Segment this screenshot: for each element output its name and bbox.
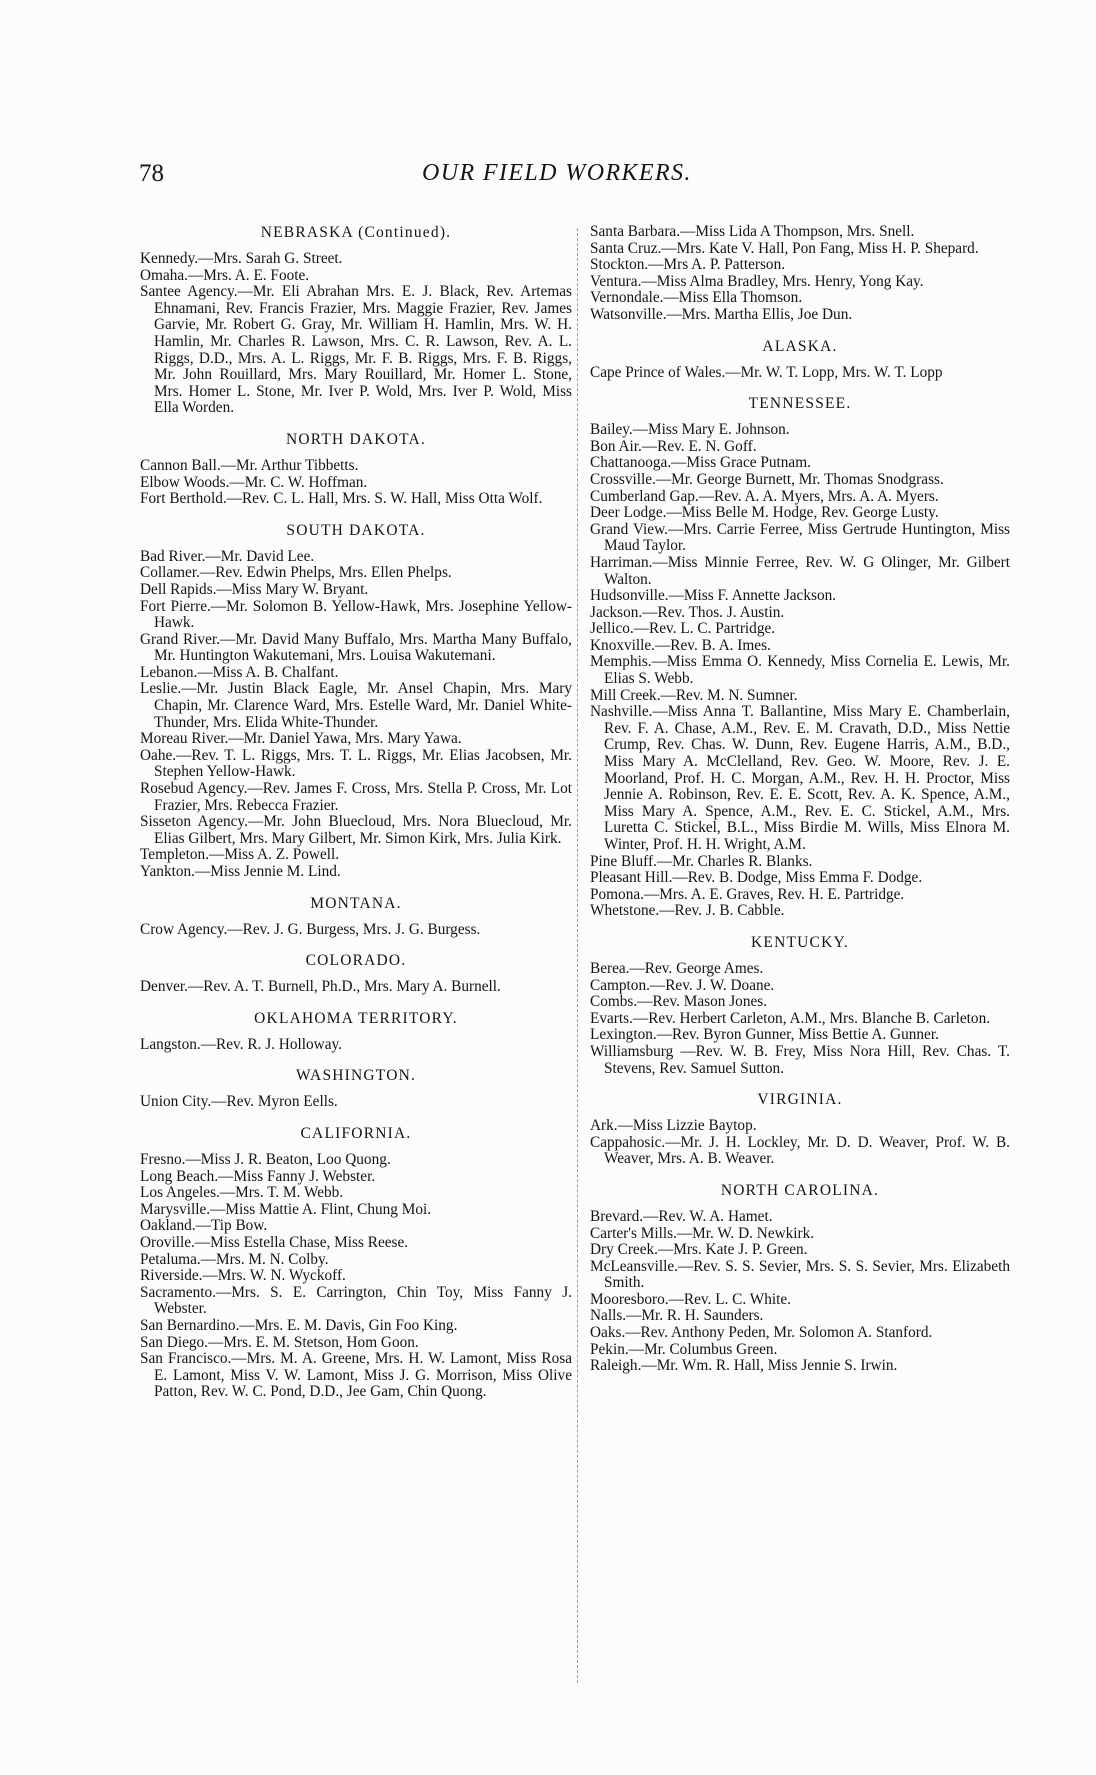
section-tennessee	[590, 395, 1010, 920]
section-montana	[140, 895, 572, 939]
entry: Los Angeles.—Mrs. T. M. Webb.	[140, 1184, 344, 1202]
section-washington	[140, 1067, 572, 1111]
entry: Fort Berthold.—Rev. C. L. Hall, Mrs. S. W. Hall, Miss Otta Wolf.	[140, 490, 543, 508]
entry-list	[140, 922, 572, 939]
section-heading: COLORADO.	[305, 952, 407, 970]
entry: Bon Air.—Rev. E. N. Goff.	[590, 437, 757, 455]
entry: Brevard.—Rev. W. A. Hamet.	[590, 1207, 773, 1225]
entry-list	[140, 251, 572, 417]
entry-list	[140, 1152, 572, 1401]
entry: Leslie.—Mr. Justin Black Eagle, Mr. Ansel Chapin, Mrs. Mary Chapin, Mr. Clarence Ward, Mrs. Estelle Ward, Mr. Daniel White-Thunder, Mrs. Elida White-Thunder.	[140, 680, 572, 731]
entry: Oahe.—Rev. T. L. Riggs, Mrs. T. L. Riggs, Mr. Elias Jacobsen, Mr. Stephen Yellow-Hawk.	[140, 746, 572, 781]
entry: Elbow Woods.—Mr. C. W. Hoffman.	[140, 473, 368, 491]
entry: Mooresboro.—Rev. L. C. White.	[590, 1290, 791, 1308]
section-south-dakota	[140, 522, 572, 881]
section-heading: NORTH DAKOTA.	[285, 430, 426, 448]
entry: Marysville.—Miss Mattie A. Flint, Chung Moi.	[140, 1200, 432, 1218]
entry: Bailey.—Miss Mary E. Johnson.	[590, 421, 790, 439]
entry: Pleasant Hill.—Rev. B. Dodge, Miss Emma F. Dodge.	[590, 869, 923, 887]
entry: San Bernardino.—Mrs. E. M. Davis, Gin Foo King.	[140, 1316, 458, 1334]
entry: Collamer.—Rev. Edwin Phelps, Mrs. Ellen Phelps.	[140, 564, 452, 582]
section-heading: CALIFORNIA.	[300, 1124, 412, 1142]
entry-list	[140, 458, 572, 508]
entry: Rosebud Agency.—Rev. James F. Cross, Mrs. Stella P. Cross, Mr. Lot Frazier, Mrs. Rebecca Frazier.	[140, 780, 572, 814]
section-california	[140, 1125, 572, 1401]
right-column	[590, 224, 1010, 1389]
entry: Bad River.—Mr. David Lee.	[140, 547, 315, 565]
entry: Cannon Ball.—Mr. Arthur Tibbetts.	[140, 456, 359, 474]
entry: Cumberland Gap.—Rev. A. A. Myers, Mrs. A. A. Myers.	[590, 487, 939, 505]
section-virginia	[590, 1091, 1010, 1168]
entry-list	[590, 224, 1010, 324]
section-heading: KENTUCKY.	[751, 933, 849, 951]
entry: Langston.—Rev. R. J. Holloway.	[140, 1035, 342, 1053]
section-alaska	[590, 338, 1010, 382]
entry-list	[140, 1094, 572, 1111]
entry: Jackson.—Rev. Thos. J. Austin.	[590, 603, 785, 621]
entry-list	[140, 979, 572, 996]
entry: Templeton.—Miss A. Z. Powell.	[140, 846, 340, 864]
page-number: 78	[139, 160, 164, 187]
section-oklahoma-territory	[140, 1010, 572, 1054]
section-heading: TENNESSEE.	[748, 395, 852, 413]
entry: Evarts.—Rev. Herbert Carleton, A.M., Mrs. Blanche B. Carleton.	[590, 1009, 991, 1027]
entry: Berea.—Rev. George Ames.	[590, 959, 764, 977]
entry: Dry Creek.—Mrs. Kate J. P. Green.	[590, 1241, 808, 1259]
section-heading: NEBRASKA (Continued).	[260, 224, 452, 241]
entry-list	[590, 1118, 1010, 1168]
entry: Grand View.—Mrs. Carrie Ferree, Miss Gertrude Huntington, Miss Maud Taylor.	[590, 520, 1010, 555]
section-heading: VIRGINIA.	[757, 1091, 843, 1109]
entry: Hudsonville.—Miss F. Annette Jackson.	[590, 587, 837, 605]
entry-list	[590, 422, 1010, 920]
entry: Pomona.—Mrs. A. E. Graves, Rev. H. E. Partridge.	[590, 885, 905, 903]
entry: San Diego.—Mrs. E. M. Stetson, Hom Goon.	[140, 1333, 419, 1351]
entry: Harriman.—Miss Minnie Ferree, Rev. W. G Olinger, Mr. Gilbert Walton.	[590, 553, 1010, 588]
entry: Chattanooga.—Miss Grace Putnam.	[590, 454, 811, 472]
entry: Fort Pierre.—Mr. Solomon B. Yellow-Hawk, Mrs. Josephine Yellow-Hawk.	[140, 597, 572, 632]
entry: Santa Barbara.—Miss Lida A Thompson, Mrs. Snell.	[590, 223, 915, 240]
entry: Sisseton Agency.—Mr. John Bluecloud, Mrs. Nora Bluecloud, Mr. Elias Gilbert, Mrs. Mary Gilbert, Mr. Simon Kirk, Mrs. Julia Kirk.	[140, 813, 572, 847]
entry: Oaks.—Rev. Anthony Peden, Mr. Solomon A. Stanford.	[590, 1324, 933, 1342]
entry: Grand River.—Mr. David Many Buffalo, Mrs. Martha Many Buffalo, Mr. Huntington Wakutemani, Mrs. Louisa Wakutemani.	[140, 630, 572, 665]
entry: Carter's Mills.—Mr. W. D. Newkirk.	[590, 1224, 815, 1242]
entry: Yankton.—Miss Jennie M. Lind.	[140, 863, 341, 880]
section-heading: OKLAHOMA TERRITORY.	[254, 1009, 458, 1027]
running-title: OUR FIELD WORKERS.	[422, 160, 692, 186]
section-colorado	[140, 952, 572, 996]
section-north-dakota	[140, 431, 572, 508]
section-heading: ALASKA.	[762, 337, 838, 355]
entry: Combs.—Rev. Mason Jones.	[590, 993, 768, 1011]
entry-list	[140, 1037, 572, 1054]
entry: Long Beach.—Miss Fanny J. Webster.	[140, 1167, 376, 1185]
entry: Crossville.—Mr. George Burnett, Mr. Thomas Snodgrass.	[590, 470, 944, 488]
entry: Union City.—Rev. Myron Eells.	[140, 1093, 338, 1111]
entry: Deer Lodge.—Miss Belle M. Hodge, Rev. George Lusty.	[590, 504, 939, 522]
entry: Vernondale.—Miss Ella Thomson.	[590, 289, 803, 307]
section-heading: NORTH CAROLINA.	[720, 1181, 880, 1199]
section-kentucky	[590, 934, 1010, 1077]
entry: Ark.—Miss Lizzie Baytop.	[590, 1117, 757, 1135]
entry: Campton.—Rev. J. W. Doane.	[590, 976, 775, 994]
entry: Oroville.—Miss Estella Chase, Miss Reese.	[140, 1233, 409, 1251]
entry: Kennedy.—Mrs. Sarah G. Street.	[140, 250, 343, 267]
entry: Pekin.—Mr. Columbus Green.	[590, 1340, 778, 1358]
entry: Watsonville.—Mrs. Martha Ellis, Joe Dun.	[590, 305, 853, 323]
entry: Raleigh.—Mr. Wm. R. Hall, Miss Jennie S. Irwin.	[590, 1357, 898, 1375]
entry: Nalls.—Mr. R. H. Saunders.	[590, 1307, 764, 1325]
entry: Nashville.—Miss Anna T. Ballantine, Miss Mary E. Chamberlain, Rev. F. A. Chase, A.M., Rev. E. M. Cravath, D.D., Miss Nettie Crump, Rev. Chas. W. Dunn, Rev. Eugene Harris, A.M., B.D., Miss Mary A. McClelland, Rev. Geo. W. Moore, Rev. J. E. Moorland, Prof. H. C. Morgan, A.M., Rev. H. H. Proctor, Miss Jennie A. Robinson, Rev. E. E. Scott, Rev. A. K. Spence, A.M., Miss Mary A. Spence, A.M., Rev. E. C. Stickel, A.M., Mrs. Luretta C. Stickel, B.L., Miss Birdie M. Wills, Miss Elnora M. Winter, Prof. H. H. Wright, A.M.	[590, 703, 1010, 853]
entry: Petaluma.—Mrs. M. N. Colby.	[140, 1250, 329, 1268]
section-heading: MONTANA.	[310, 894, 402, 912]
entry: Fresno.—Miss J. R. Beaton, Loo Quong.	[140, 1150, 391, 1168]
entry: Dell Rapids.—Miss Mary W. Bryant.	[140, 580, 369, 598]
entry: Omaha.—Mrs. A. E. Foote.	[140, 266, 310, 284]
entry: San Francisco.—Mrs. M. A. Greene, Mrs. H. W. Lamont, Miss Rosa E. Lamont, Miss V. W. Lamont, Miss J. G. Morrison, Miss Olive Patton, Rev. W. C. Pond, D.D., Jee Gam, Chin Quong.	[140, 1350, 572, 1401]
entry: Santee Agency.—Mr. Eli Abrahan Mrs. E. J. Black, Rev. Artemas Ehnamani, Rev. Francis Frazier, Mrs. Maggie Frazier, Rev. James Garvie, Mr. Robert G. Gray, Mr. William H. Hamlin, Mrs. W. H. Hamlin, Mr. Charles R. Lawson, Mrs. C. R. Lawson, Rev. A. L. Riggs, D.D., Mrs. A. L. Riggs, Mr. F. B. Riggs, Mrs. F. B. Riggs, Mr. John Rouillard, Mrs. Mary Rouillard, Mr. Homer L. Stone, Mrs. Homer L. Stone, Mr. Iver P. Wold, Mrs. Iver P. Wold, Miss Ella Worden.	[140, 283, 572, 417]
section-continued	[590, 224, 1010, 324]
entry: Ventura.—Miss Alma Bradley, Mrs. Henry, Yong Kay.	[590, 272, 924, 290]
entry-list	[590, 961, 1010, 1077]
entry-list	[590, 1209, 1010, 1375]
section-heading: WASHINGTON.	[295, 1067, 417, 1085]
entry: Oakland.—Tip Bow.	[140, 1217, 268, 1235]
entry: Denver.—Rev. A. T. Burnell, Ph.D., Mrs. Mary A. Burnell.	[140, 978, 501, 996]
entry: Santa Cruz.—Mrs. Kate V. Hall, Pon Fang, Miss H. P. Shepard.	[590, 239, 979, 257]
entry: Crow Agency.—Rev. J. G. Burgess, Mrs. J. G. Burgess.	[140, 920, 481, 938]
entry: Cape Prince of Wales.—Mr. W. T. Lopp, Mrs. W. T. Lopp	[590, 363, 943, 381]
entry: Stockton.—Mrs A. P. Patterson.	[590, 256, 786, 274]
entry: Knoxville.—Rev. B. A. Imes.	[590, 636, 771, 654]
page-header	[0, 160, 1096, 196]
left-column	[140, 224, 572, 1415]
entry: McLeansville.—Rev. S. S. Sevier, Mrs. S. S. Sevier, Mrs. Elizabeth Smith.	[590, 1257, 1010, 1292]
entry: Sacramento.—Mrs. S. E. Carrington, Chin Toy, Miss Fanny J. Webster.	[140, 1283, 572, 1318]
entry: Riverside.—Mrs. W. N. Wyckoff.	[140, 1267, 346, 1285]
entry: Lebanon.—Miss A. B. Chalfant.	[140, 663, 339, 681]
entry-list	[140, 549, 572, 881]
entry: Moreau River.—Mr. Daniel Yawa, Mrs. Mary Yawa.	[140, 730, 462, 748]
entry: Lexington.—Rev. Byron Gunner, Miss Bettie A. Gunner.	[590, 1026, 939, 1044]
entry: Jellico.—Rev. L. C. Partridge.	[590, 620, 776, 638]
entry: Pine Bluff.—Mr. Charles R. Blanks.	[590, 852, 813, 870]
entry: Cappahosic.—Mr. J. H. Lockley, Mr. D. D. Weaver, Prof. W. B. Weaver, Mrs. A. B. Weaver.	[590, 1133, 1010, 1168]
section-north-carolina	[590, 1182, 1010, 1375]
section-nebraska-continued	[140, 224, 572, 417]
entry: Williamsburg —Rev. W. B. Frey, Miss Nora Hill, Rev. Chas. T. Stevens, Rev. Samuel Sutton.	[590, 1042, 1010, 1077]
entry: Memphis.—Miss Emma O. Kennedy, Miss Cornelia E. Lewis, Mr. Elias S. Webb.	[590, 653, 1010, 688]
entry-list	[590, 365, 1010, 382]
entry: Whetstone.—Rev. J. B. Cabble.	[590, 902, 785, 920]
column-divider	[577, 228, 578, 1683]
entry: Mill Creek.—Rev. M. N. Sumner.	[590, 686, 798, 704]
section-heading: SOUTH DAKOTA.	[286, 521, 426, 539]
